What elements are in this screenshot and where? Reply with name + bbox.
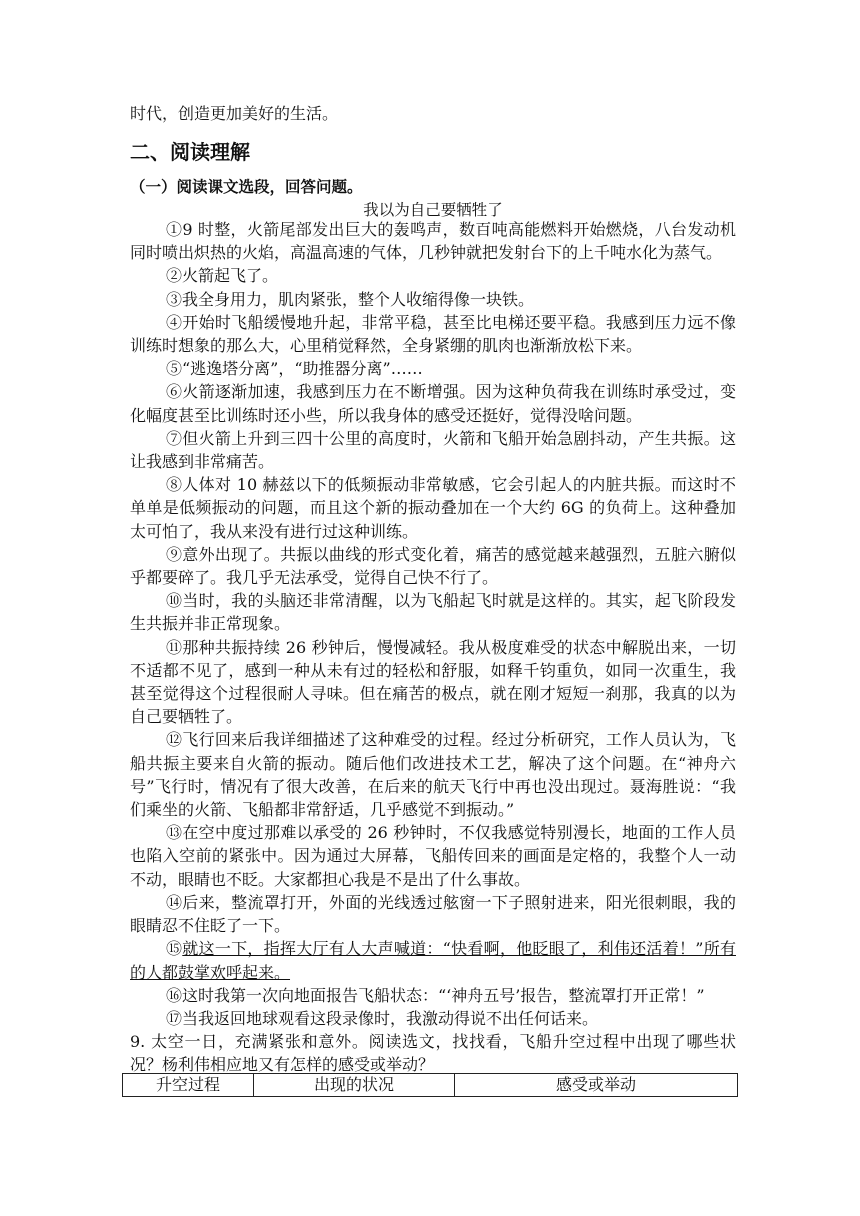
paragraph-6: ⑥火箭逐渐加速，我感到压力在不断增强。因为这种负荷我在训练时承受过，变化幅度甚至比训练时还小些，所以我身体的感受还挺好，觉得没啥问题。	[130, 382, 736, 425]
paragraph-7: ⑦但火箭上升到三四十公里的高度时，火箭和飞船开始急剧抖动，产生共振。这让我感到非常痛苦。	[130, 428, 736, 472]
table-header-feeling: 感受或举动	[455, 1074, 738, 1097]
answer-table	[122, 1073, 738, 1097]
paragraph-17: ⑰当我返回地球观看这段录像时，我激动得说不出任何话来。	[166, 1008, 599, 1028]
paragraph-8: ⑧人体对 10 赫兹以下的低频振动非常敏感，它会引起人的内脏共振。而这时不单单是低频振动的问题，而且这个新的振动叠加在一个大约 6G 的负荷上。这种叠加太可怕了，我从来没有进行过这种训练。	[130, 475, 736, 541]
question-9: 9. 太空一日，充满紧张和意外。阅读选文，找找看，飞船升空过程中出现了哪些状况？杨利伟相应地又有怎样的感受或举动？	[130, 1032, 736, 1075]
paragraph-12: ⑫飞行回来后我详细描述了这种难受的过程。经过分析研究，工作人员认为，飞船共振主要来自火箭的振动。随后他们改进技术工艺，解决了这个问题。在“神舟六号”飞行时，情况有了很大改善，在后来的航天飞行中再也没出现过。聂海胜说：“我们乘坐的火箭、飞船都非常舒适，几乎感觉不到振动。”	[130, 730, 736, 820]
paragraph-15-number: ⑮	[166, 939, 183, 959]
table-header-process: 升空过程	[123, 1074, 254, 1097]
paragraph-14: ⑭后来，整流罩打开，外面的光线透过舷窗一下子照射进来，阳光很刺眼，我的眼睛忍不住眨了一下。	[130, 892, 736, 936]
paragraph-15	[130, 937, 736, 983]
paragraph-13: ⑬在空中度过那难以承受的 26 秒钟时，不仅我感觉特别漫长，地面的工作人员也陷入空前的紧张中。因为通过大屏幕，飞船传回来的画面是定格的，我整个人一动不动，眼睛也不眨。大家都担心我是不是出了什么事故。	[130, 823, 736, 889]
paragraph-2: ②火箭起飞了。	[166, 266, 279, 286]
paragraph-11: ⑪那种共振持续 26 秒钟后，慢慢减轻。我从极度难受的状态中解脱出来，一切不适都不见了，感到一种从未有过的轻松和舒服，如释千钧重负，如同一次重生，我甚至觉得这个过程很耐人寻味。但在痛苦的极点，就在刚才短短一刹那，我真的以为自己要牺牲了。	[130, 637, 736, 727]
intro-line: 时代，创造更加美好的生活。	[130, 104, 339, 123]
paragraph-1: ①9 时整，火箭尾部发出巨大的轰鸣声，数百吨高能燃料开始燃烧，八台发动机同时喷出炽热的火焰，高温高速的气体，几秒钟就把发射台下的上千吨水化为蒸气。	[130, 220, 736, 263]
article-body	[130, 218, 736, 1030]
table-header-situation: 出现的状况	[254, 1074, 455, 1097]
table-header-row	[123, 1074, 738, 1097]
paragraph-5: ⑤“逃逸塔分离”，“助推器分离”……	[166, 359, 423, 379]
paragraph-4: ④开始时飞船缓慢地升起，非常平稳，甚至比电梯还要平稳。我感到压力远不像训练时想象的那么大，心里稍觉释然，全身紧绷的肌肉也渐渐放松下来。	[130, 312, 736, 356]
paragraph-15-underlined-text: 就这一下，指挥大厅有人大声喊道：“快看啊，他眨眼了，利伟还活着！”所有的人都鼓掌欢呼起来。	[130, 939, 736, 982]
subsection-title: （一）阅读课文选段，回答问题。	[130, 178, 363, 196]
section-title: 二、阅读理解	[130, 140, 250, 164]
article-title: 我以为自己要牺牲了	[363, 201, 503, 219]
paragraph-16: ⑯这时我第一次向地面报告飞船状态：“‘神舟五号’报告，整流罩打开正常！”	[166, 985, 705, 1005]
paragraph-3: ③我全身用力，肌肉紧张，整个人收缩得像一块铁。	[166, 289, 535, 309]
paragraph-10: ⑩当时，我的头脑还非常清醒，以为飞船起飞时就是这样的。其实，起飞阶段发生共振并非正常现象。	[130, 591, 736, 634]
paragraph-9: ⑨意外出现了。共振以曲线的形式变化着，痛苦的感觉越来越强烈，五脏六腑似乎都要碎了。我几乎无法承受，觉得自己快不行了。	[130, 544, 736, 588]
